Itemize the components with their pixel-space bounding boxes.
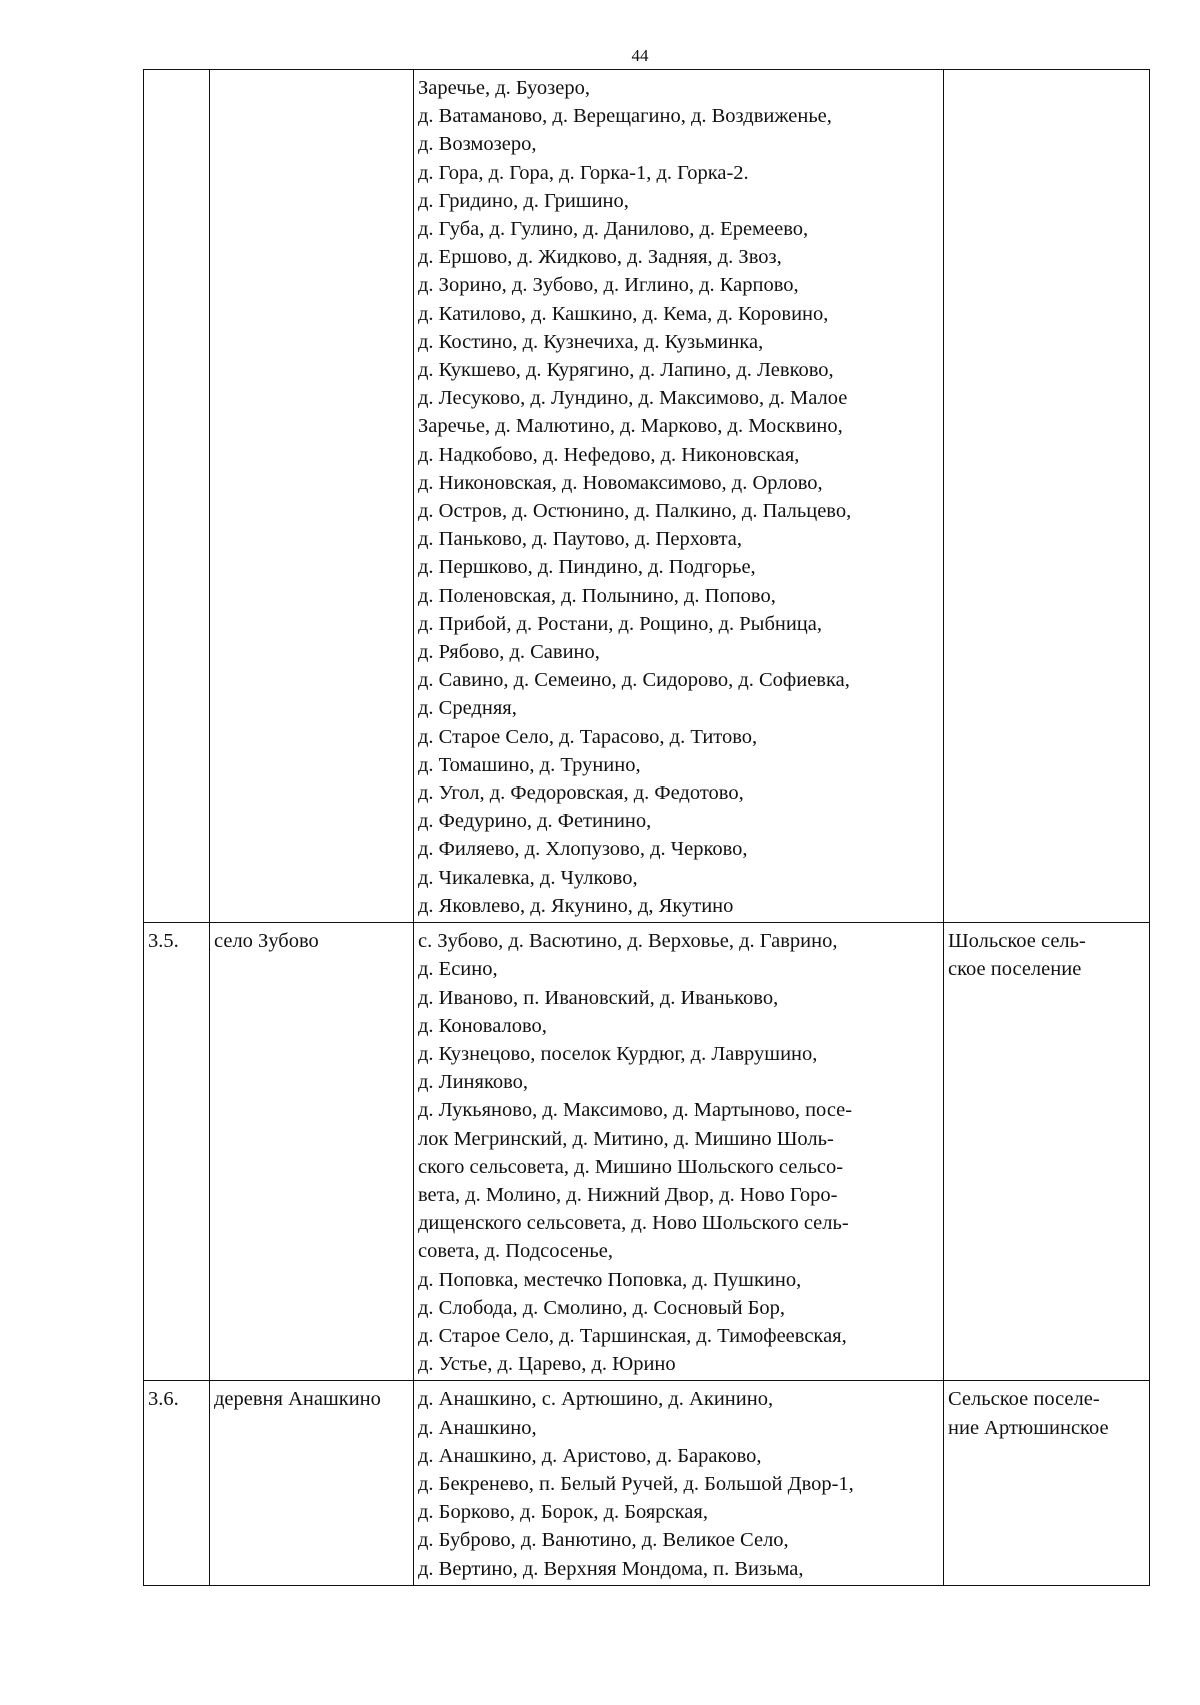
locality-line: д. Анашкино, д. Аристово, д. Бараково, [418, 1444, 762, 1467]
locality-line: д. Паньково, д. Паутово, д. Перховта, [418, 528, 743, 551]
locality-line: д. Поповка, местечко Поповка, д. Пушкино, [418, 1268, 802, 1291]
locality-line: Заречье, д. Буозеро, [418, 77, 590, 99]
locality-line: д. Никоновская, д. Новомаксимово, д. Орлово, [418, 471, 823, 494]
locality-line: д. Вертино, д. Верхняя Мондома, п. Визьма, [418, 1557, 804, 1580]
locality-line: совета, д. Подсосенье, [418, 1240, 613, 1263]
table-row [144, 923, 1150, 1381]
locality-line: д. Костино, д. Кузнечиха, д. Кузьминка, [418, 330, 764, 353]
locality-line: ского сельсовета, д. Мишино Шольского сельсо- [418, 1155, 844, 1178]
row-number-cell: 3.5. [144, 923, 210, 1381]
locality-line: д. Старое Село, д. Тарасово, д. Титово, [418, 725, 758, 748]
locality-line: с. Зубово, д. Васютино, д. Верховье, д. Гаврино, [418, 930, 838, 953]
locality-line: лок Мегринский, д. Митино, д. Мишино Шоль- [418, 1127, 834, 1150]
locality-line: д. Борково, д. Борок, д. Боярская, [418, 1501, 708, 1524]
locality-line: д. Гридино, д. Гришино, [418, 189, 629, 212]
locality-line: д. Линяково, [418, 1071, 529, 1094]
locality-line: д. Старое Село, д. Таршинская, д. Тимофеевская, [418, 1324, 847, 1347]
settlement-line: ское поселение [948, 958, 1082, 981]
page-number: 44 [631, 46, 649, 65]
locality-line: д. Есино, [418, 958, 498, 981]
locality-line: д. Надкобово, д. Нефедово, д. Никоновская, [418, 443, 800, 466]
localities-cell [414, 70, 944, 923]
settlement-cell [944, 1381, 1150, 1585]
locality-line: д. Томашино, д. Трунино, [418, 753, 641, 776]
locality-line: д. Кукшево, д. Курягино, д. Лапино, д. Левково, [418, 359, 834, 382]
row-number-cell: 3.6. [144, 1381, 210, 1585]
locality-line: Заречье, д. Малютино, д. Марково, д. Москвино, [418, 415, 843, 438]
localities-cell [414, 1381, 944, 1585]
locality-line: д. Филяево, д. Хлопузово, д. Черково, [418, 838, 748, 861]
locality-line: дищенского сельсовета, д. Ново Шольского сель- [418, 1212, 849, 1235]
locality-line: д. Анашкино, с. Артюшино, д. Акинино, [418, 1388, 774, 1411]
locality-line: д. Губа, д. Гулино, д. Данилово, д. Еремеево, [418, 218, 809, 241]
locality-line: д. Першково, д. Пиндино, д. Подгорье, [418, 556, 756, 579]
admin-center-cell [210, 70, 414, 923]
locality-line: д. Кузнецово, поселок Курдюг, д. Лаврушино, [418, 1042, 818, 1065]
table-row [144, 1381, 1150, 1585]
locality-line: д. Коновалово, [418, 1014, 547, 1037]
settlement-line: Сельское поселе- [948, 1388, 1100, 1411]
locality-line: д. Гора, д. Гора, д. Горка-1, д. Горка-2. [418, 161, 749, 184]
locality-line: д. Прибой, д. Ростани, д. Рощино, д. Рыбница, [418, 612, 823, 635]
locality-line: д. Средняя, [418, 697, 517, 720]
locality-line: д. Лукьяново, д. Максимово, д. Мартыново, посе- [418, 1099, 853, 1122]
locality-line: д. Федурино, д. Фетинино, [418, 810, 652, 833]
locality-line: д. Ершово, д. Жидково, д. Задняя, д. Звоз, [418, 246, 782, 269]
locality-line: д. Буброво, д. Ванютино, д. Великое Село, [418, 1529, 789, 1552]
locality-line: д. Бекренево, п. Белый Ручей, д. Большой Двор-1, [418, 1472, 854, 1495]
locality-line: д. Катилово, д. Кашкино, д. Кема, д. Коровино, [418, 302, 829, 325]
locality-line: д. Устье, д. Царево, д. Юрино [418, 1353, 676, 1376]
locality-line: д. Яковлево, д. Якунино, д, Якутино [418, 894, 734, 917]
settlement-cell [944, 70, 1150, 923]
settlement-line: ние Артюшинское [948, 1416, 1109, 1439]
locality-line: д. Возмозеро, [418, 133, 537, 156]
locality-line: вета, д. Молино, д. Нижний Двор, д. Ново Горо- [418, 1183, 838, 1206]
locality-line: д. Поленовская, д. Полынино, д. Попово, [418, 584, 776, 607]
admin-center-cell: деревня Анашкино [210, 1381, 414, 1585]
settlements-table [143, 69, 1150, 1586]
row-number-cell [144, 70, 210, 923]
localities-cell [414, 923, 944, 1381]
locality-line: д. Ватаманово, д. Верещагино, д. Воздвиженье, [418, 105, 832, 128]
locality-line: д. Остров, д. Остюнино, д. Палкино, д. Пальцево, [418, 500, 852, 523]
locality-line: д. Рябово, д. Савино, [418, 641, 600, 664]
settlement-line: Шольское сель- [948, 930, 1086, 953]
locality-line: д. Лесуково, д. Лундино, д. Максимово, д. Малое [418, 387, 848, 410]
locality-line: д. Зорино, д. Зубово, д. Иглино, д. Карпово, [418, 274, 799, 297]
admin-center-cell: село Зубово [210, 923, 414, 1381]
locality-line: д. Угол, д. Федоровская, д. Федотово, [418, 782, 744, 805]
settlement-cell [944, 923, 1150, 1381]
locality-line: д. Анашкино, [418, 1416, 537, 1439]
locality-line: д. Чикалевка, д. Чулково, [418, 866, 638, 889]
locality-line: д. Иваново, п. Ивановский, д. Иваньково, [418, 986, 779, 1009]
table-row [144, 70, 1150, 923]
locality-line: д. Слобода, д. Смолино, д. Сосновый Бор, [418, 1296, 786, 1319]
locality-line: д. Савино, д. Семеино, д. Сидорово, д. Софиевка, [418, 669, 850, 692]
